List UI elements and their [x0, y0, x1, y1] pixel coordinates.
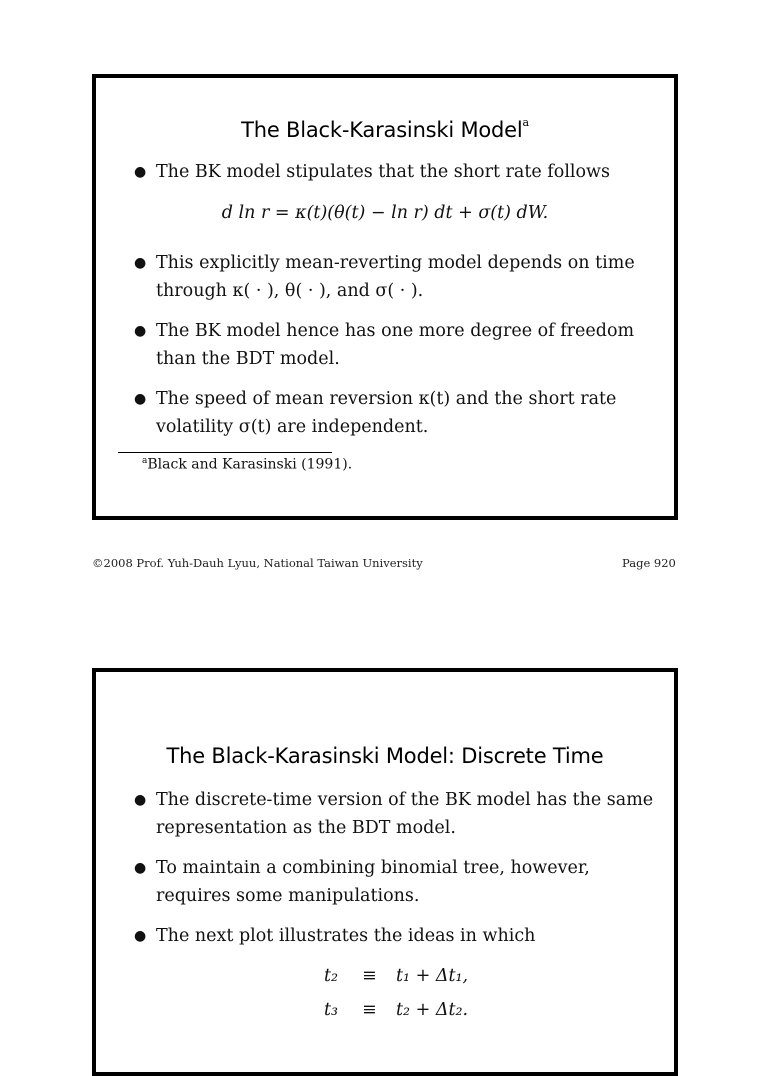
bullet-item [134, 854, 654, 910]
bullet-item [134, 786, 654, 842]
bullet-text: To maintain a combining binomial tree, however, [156, 858, 590, 878]
slide-title [96, 744, 674, 768]
equation: d ln r = κ(t)(θ(t) − ln r) dt + σ(t) dW. [221, 203, 549, 223]
footnote-rule [118, 452, 332, 453]
equation-rhs: t₁ + Δt₁, [396, 966, 469, 986]
bullet-text: This explicitly mean-reverting model depends on time [156, 253, 635, 273]
footnote-mark: a [142, 456, 148, 466]
slide-920 [92, 74, 678, 520]
equation-lhs: t₃ [324, 1000, 339, 1020]
bullet-dot: ● [134, 860, 147, 876]
equation-row [96, 1000, 674, 1034]
bullet-text: The next plot illustrates the ideas in which [156, 926, 536, 946]
bullet-item [134, 385, 654, 441]
bullet-dot: ● [134, 164, 147, 180]
footnote-text: Black and Karasinski (1991). [147, 456, 353, 473]
bullet-dot: ● [134, 928, 147, 944]
title-footnote-mark: a [522, 116, 529, 129]
footnote [142, 456, 352, 473]
bullet-text: The BK model stipulates that the short rate follows [156, 162, 611, 182]
bullet-text: representation as the BDT model. [156, 818, 456, 838]
bullet-text: The BK model hence has one more degree of freedom [156, 321, 635, 341]
slide-title-text: The Black-Karasinski Model: Discrete Time [166, 744, 604, 768]
bullet-item [134, 249, 654, 305]
bullet-item [134, 922, 654, 950]
equation-row [96, 966, 674, 1000]
bullet-dot: ● [134, 255, 147, 271]
bullet-text: through κ( · ), θ( · ), and σ( · ). [156, 281, 424, 301]
slide-title [96, 118, 674, 142]
equation-operator: ≡ [362, 966, 377, 986]
bullet-text: than the BDT model. [156, 349, 340, 369]
slide-921 [92, 668, 678, 1076]
bullet-text: requires some manipulations. [156, 886, 420, 906]
equation-lhs: t₂ [324, 966, 339, 986]
copyright-footer: ©2008 Prof. Yuh-Dauh Lyuu, National Taiwan University [92, 556, 423, 570]
bullet-dot: ● [134, 391, 147, 407]
bullet-dot: ● [134, 792, 147, 808]
slide-title-text: The Black-Karasinski Model [241, 118, 523, 142]
bullet-dot: ● [134, 323, 147, 339]
bullet-text: The discrete-time version of the BK model has the same [156, 790, 654, 810]
equation-operator: ≡ [362, 1000, 377, 1020]
equation-rhs: t₂ + Δt₂. [396, 1000, 469, 1020]
bullet-item [134, 158, 654, 186]
bullet-text: The speed of mean reversion κ(t) and the short rate [156, 389, 617, 409]
bullet-text: volatility σ(t) are independent. [156, 417, 429, 437]
page-number: Page 920 [622, 556, 676, 570]
bullet-item [134, 317, 654, 373]
